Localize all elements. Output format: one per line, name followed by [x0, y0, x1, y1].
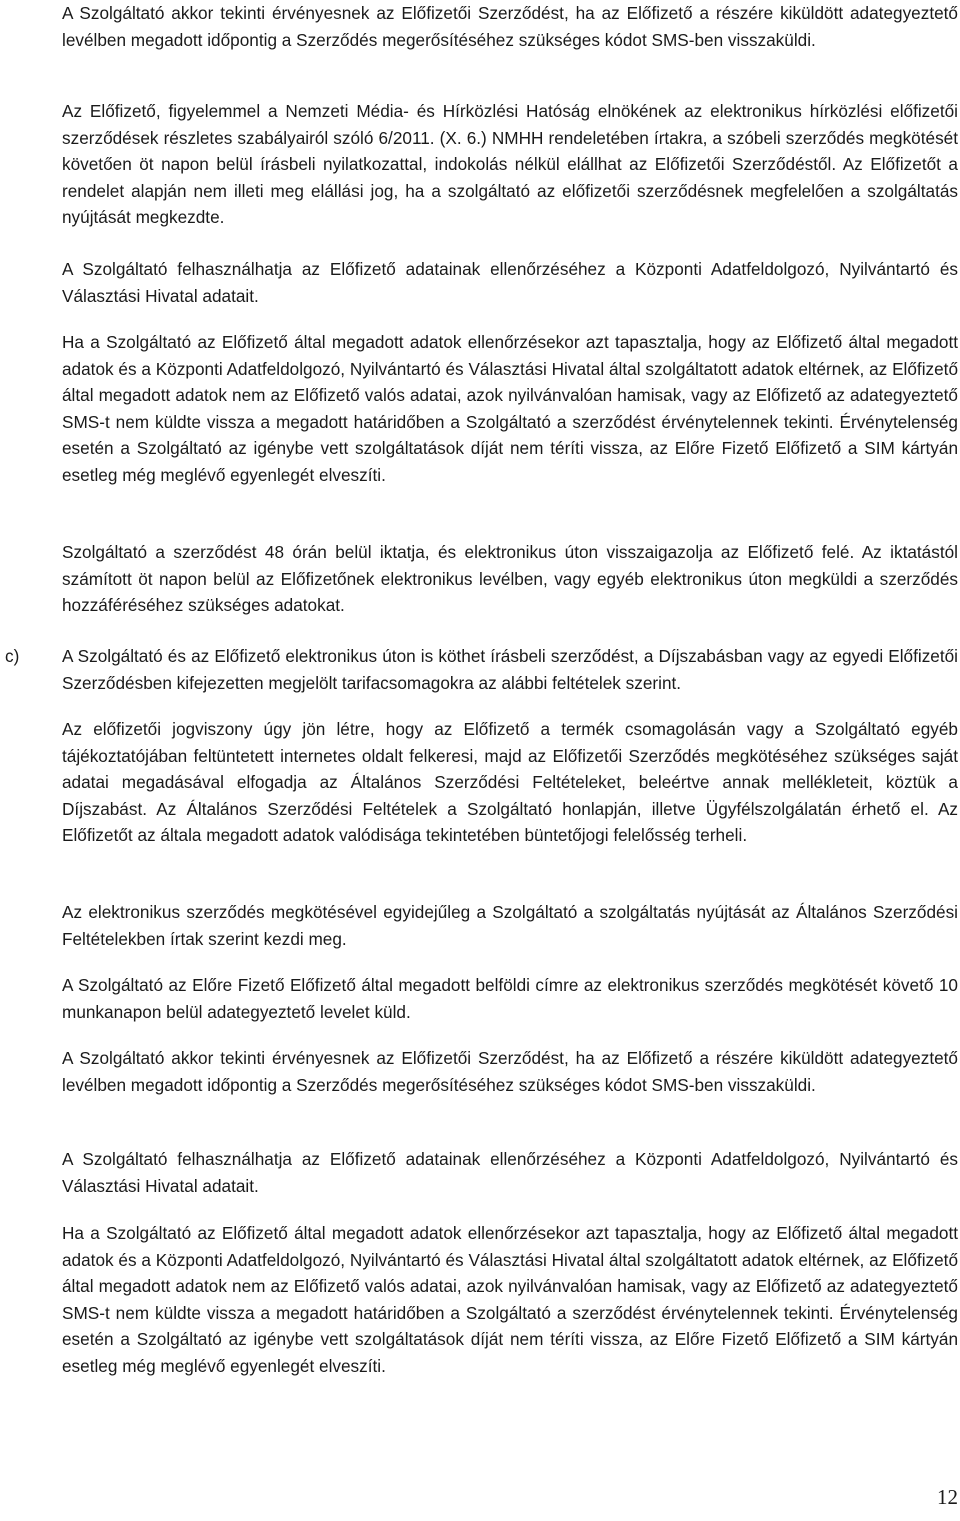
paragraph-service-start: Az elektronikus szerződés megkötésével egyidejűleg a Szolgáltató a szolgáltatás nyújtását az Általános Szerződési Feltételekben írtak szerint kezdi meg. — [62, 902, 958, 949]
paragraph-electronic-contract: A Szolgáltató és az Előfizető elektronikus úton is köthet írásbeli szerződést, a Díjszabásban vagy az egyedi Előfizetői Szerződésben kifejezetten megjelölt tarifacsomagokra az alábbi feltételek szerint. — [62, 646, 958, 693]
page-number: 12 — [937, 1485, 958, 1509]
paragraph-withdrawal-right: Az Előfizető, figyelemmel a Nemzeti Média- és Hírközlési Hatóság elnökének az elektronikus hírközlési előfizetői szerződések részletes szabályairól szóló 6/2011. (X. 6.) NMHH rendeletében írtakra, a szóbeli szerződés megkötését követően öt napon belül írásbeli nyilatkozattal, indokolás nélkül elállhat az Előfizetői Szerződéstől. Az Előfizetőt a rendelet alapján nem illeti meg elállási jog, ha a szolgáltató az előfizetői szerződésnek megfelelően a szolgáltatás nyújtását megkezdte. — [62, 101, 958, 228]
paragraph-validity-condition: A Szolgáltató akkor tekinti érvényesnek az Előfizetői Szerződést, ha az Előfizető a részére kiküldött adategyeztető levélben megadott időpontig a Szerződés megerősítéséhez szükséges kódot SMS-ben visszaküldi. — [62, 3, 958, 50]
paragraph-invalid-data-repeat: Ha a Szolgáltató az Előfizető által megadott adatok ellenőrzésekor azt tapasztalja, hogy az Előfizető által megadott adatok és a Központi Adatfeldolgozó, Nyilvántartó és Választási Hivatal által szolgáltatott adatok eltérnek, az Előfizető által megadott adatok nem az Előfizető valós adatai, azok nyilvánvalóan hamisak, vagy az Előfizető az adategyeztető SMS-t nem küldte vissza a megadott határidőben a Szolgáltató a szerződést érvénytelennek tekinti. Érvénytelenség esetén a Szolgáltató az igénybe vett szolgáltatások díját nem téríti vissza, az Előre Fizető Előfizető a SIM kártyán esetleg még meglévő egyenlegét elveszíti. — [62, 1223, 958, 1376]
paragraph-invalid-data: Ha a Szolgáltató az Előfizető által megadott adatok ellenőrzésekor azt tapasztalja, hogy az Előfizető által megadott adatok és a Központi Adatfeldolgozó, Nyilvántartó és Választási Hivatal által szolgáltatott adatok eltérnek, az Előfizető által megadott adatok nem az Előfizető valós adatai, azok nyilvánvalóan hamisak, vagy az Előfizető az adategyeztető SMS-t nem küldte vissza a megadott határidőben a Szolgáltató a szerződést érvénytelennek tekinti. Érvénytelenség esetén a Szolgáltató az igénybe vett szolgáltatások díját nem téríti vissza, az Előre Fizető Előfizető a SIM kártyán esetleg még meglévő egyenlegét elveszíti. — [62, 332, 958, 485]
paragraph-data-verification-repeat: A Szolgáltató felhasználhatja az Előfizető adatainak ellenőrzéséhez a Központi Adatfeldolgozó, Nyilvántartó és Választási Hivatal adatait. — [62, 1149, 958, 1196]
paragraph-validity-condition-repeat: A Szolgáltató akkor tekinti érvényesnek az Előfizetői Szerződést, ha az Előfizető a részére kiküldött adategyeztető levélben megadott időpontig a Szerződés megerősítéséhez szükséges kódot SMS-ben visszaküldi. — [62, 1048, 958, 1095]
paragraph-contract-registration: Szolgáltató a szerződést 48 órán belül iktatja, és elektronikus úton visszaigazolja az Előfizető felé. Az iktatástól számított öt napon belül az Előfizetőnek elektronikus levélben, vagy egyéb elektronikus úton megküldi a szerződés hozzáféréséhez szükséges adatokat. — [62, 542, 958, 616]
list-marker-c: c) — [5, 646, 20, 666]
paragraph-legal-relationship: Az előfizetői jogviszony úgy jön létre, hogy az Előfizető a termék csomagolásán vagy a Szolgáltató egyéb tájékoztatójában feltüntetett internetes oldalt felkeresi, majd az Előfizetői Szerződés megkötéséhez szükséges saját adatai megadásával elfogadja az Általános Szerződési Feltételeket, beleértve annak mellékleteit, köztük a Díjszabást. Az Általános Szerződési Feltételek a Szolgáltató honlapján, illetve Ügyfélszolgálatán érhető el. Az Előfizetőt az általa megadott adatok valódisága tekintetében büntetőjogi felelősség terheli. — [62, 719, 958, 846]
paragraph-data-letter: A Szolgáltató az Előre Fizető Előfizető által megadott belföldi címre az elektronikus szerződés megkötését követő 10 munkanapon belül adategyeztető levelet küld. — [62, 975, 958, 1022]
paragraph-data-verification: A Szolgáltató felhasználhatja az Előfizető adatainak ellenőrzéséhez a Központi Adatfeldolgozó, Nyilvántartó és Választási Hivatal adatait. — [62, 259, 958, 306]
